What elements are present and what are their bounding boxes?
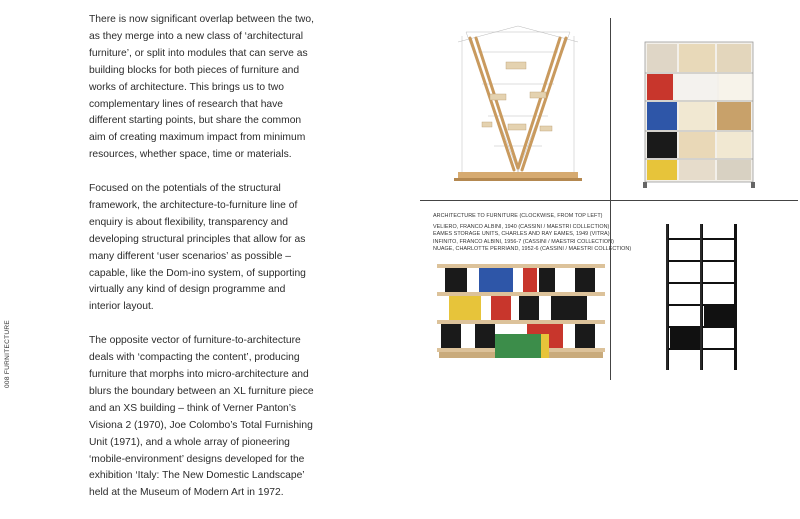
page-folio: 008 FURNITECTURE [4, 319, 11, 388]
paragraph-2: Focused on the potentials of the structural framework, the architecture-to-furniture line of enquiry is about flexibility, transparency and developing structural principles that allow for as many different ‘user scenarios’ as possible – capable, like the Dom-ino system, of supporting virtually any kind of design programme and interior layout. [89, 183, 306, 313]
caption-line: INFINITO, FRANCO ALBINI, 1956-7 (CASSINI / MAESTRI COLLECTION) [433, 238, 614, 245]
paragraph-3: The opposite vector of furniture-to-architecture deals with ‘compacting the content’, producing furniture that morphs into micro-architecture and blurs the boundary between an XL furniture piece and an XS building – think of Verner Panton’s Visiona 2 (1970), Joe Colombo’s Total Furnishing Unit (1971), and a whole array of pioneering ‘mobile-environment’ designs developed for the exhibition ‘Italy: The New Domestic Landscape’ held at the Museum of Modern Art in 1972. [89, 335, 314, 499]
paragraph-1: There is now significant overlap between the two, as they merge into a new class of ‘architectural furniture’, or split into modules that can serve as building blocks for both pieces of furniture and works of architecture. This brings us to two complementary lines of research that have different starting points, but share the common aim of creating maximum impact from minimum resources, whether space, time or materials. [89, 14, 314, 161]
caption-line: EAMES STORAGE UNITS, CHARLES AND RAY EAMES, 1949 (VITRA) [433, 231, 610, 238]
caption-title: ARCHITECTURE TO FURNITURE (CLOCKWISE, FROM TOP LEFT) [433, 213, 603, 219]
nuage-bookcase-photo [435, 262, 607, 364]
infinito-shelving-photo [660, 222, 744, 372]
vertical-divider [610, 18, 611, 380]
horizontal-divider [420, 200, 798, 201]
eames-storage-unit-photo [643, 40, 755, 188]
body-text [89, 12, 317, 519]
figure-caption [433, 213, 632, 253]
veliero-bookcase-photo [448, 22, 588, 194]
caption-line: NUAGE, CHARLOTTE PERRIAND, 1952-6 (CASSINI / MAESTRI COLLECTION) [433, 245, 632, 252]
caption-line: VELIERO, FRANCO ALBINI, 1940 (CASSINI / MAESTRI COLLECTION) [433, 224, 610, 231]
